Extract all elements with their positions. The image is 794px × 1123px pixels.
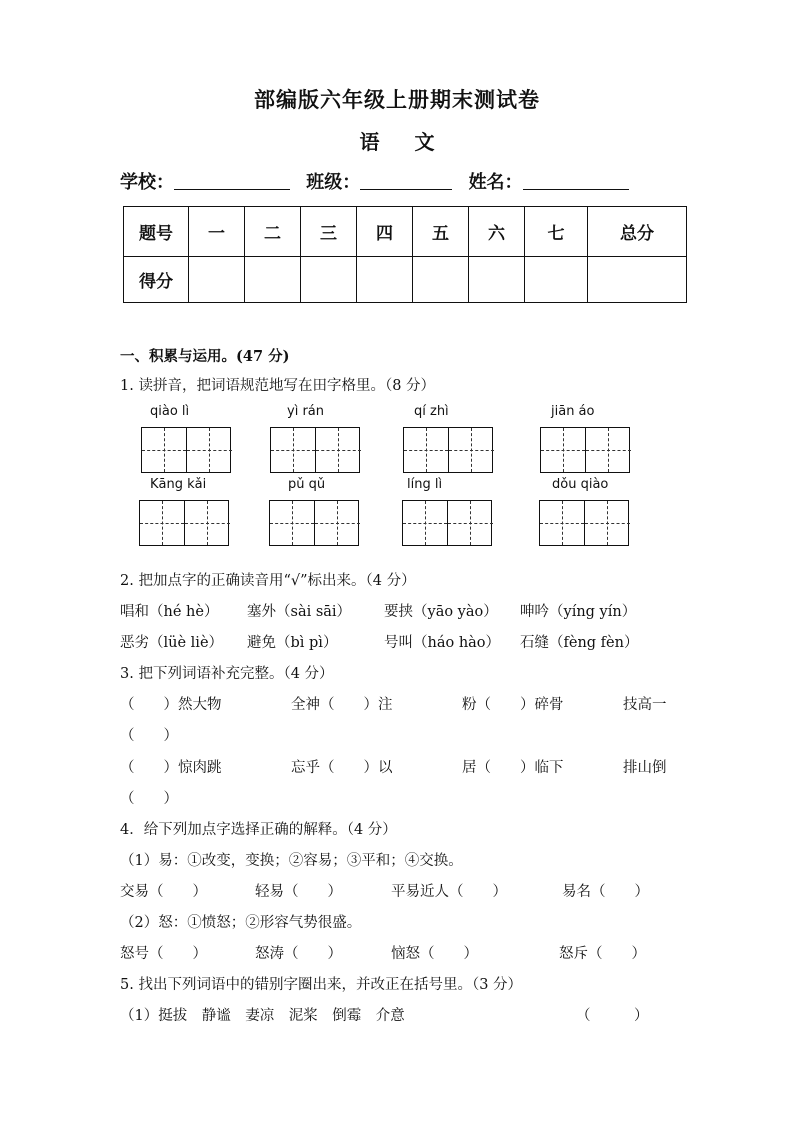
q4-definition: （1）易：①改变，变换；②容易；③平和；④交换。 [120,853,463,869]
class-blank[interactable] [360,171,452,190]
school-blank[interactable] [174,171,290,190]
tianzige-box[interactable] [403,427,493,473]
score-cell[interactable] [525,257,588,303]
table-cell: 六 [469,207,525,257]
q2-item: 呻吟（yíng yín） [520,604,637,620]
pinyin-label: qí zhì [414,404,449,419]
pinyin-label: líng lì [407,477,443,492]
table-cell: 四 [357,207,413,257]
pinyin-label: qiào lì [150,404,190,419]
table-cell: 得分 [124,257,189,303]
q5-answer-paren[interactable]: （ ） [576,1008,649,1024]
table-cell: 一 [189,207,245,257]
q3-item: 居（ ）临下 [462,760,564,776]
q5-words: （1）挺拔 静谧 妻凉 泥桨 倒霉 介意 [120,1008,405,1024]
student-info-line [120,168,629,194]
q4-item: 怒斥（ ） [559,946,646,962]
score-cell[interactable] [357,257,413,303]
tianzige-box[interactable] [540,427,630,473]
question-5: 5. 找出下列词语中的错别字圈出来，并改正在括号里。（3 分） [120,977,523,993]
q4-item: 交易（ ） [120,884,207,900]
score-table-header-row [124,207,687,257]
tianzige-box[interactable] [139,500,229,546]
pinyin-label: pǔ qǔ [288,477,326,492]
score-cell[interactable] [413,257,469,303]
table-cell: 题号 [124,207,189,257]
score-cell[interactable] [301,257,357,303]
score-cell[interactable] [469,257,525,303]
question-2: 2. 把加点字的正确读音用“√”标出来。（4 分） [120,573,416,589]
q3-item: 粉（ ）碎骨 [462,697,564,713]
page-title: 部编版六年级上册期末测试卷 [254,87,540,112]
name-label: 姓名： [468,172,523,193]
q2-item: 要挟（yāo yào） [384,604,498,620]
pinyin-label: dǒu qiào [552,477,609,492]
table-cell: 三 [301,207,357,257]
q3-item: （ ）惊肉跳 [120,760,222,776]
score-cell[interactable] [588,257,687,303]
tianzige-box[interactable] [269,500,359,546]
q4-item: 怒涛（ ） [255,946,342,962]
score-cell[interactable] [245,257,301,303]
q3-item: 全神（ ）注 [291,697,393,713]
score-cell[interactable] [189,257,245,303]
q2-item: 号叫（háo hào） [384,635,501,651]
tianzige-box[interactable] [270,427,360,473]
q2-item: 恶劣（lüè liè） [120,635,224,651]
score-table [123,206,687,303]
tianzige-box[interactable] [141,427,231,473]
question-3: 3. 把下列词语补充完整。（4 分） [120,666,334,682]
table-cell: 总分 [588,207,687,257]
q2-item: 唱和（hé hè） [120,604,219,620]
pinyin-label: jiān áo [551,404,595,419]
q3-item: （ ） [120,728,178,744]
tianzige-box[interactable] [402,500,492,546]
school-label: 学校： [120,172,174,193]
question-1: 1. 读拼音，把词语规范地写在田字格里。（8 分） [120,378,436,394]
pinyin-label: Kāng kǎi [150,477,207,492]
table-cell: 二 [245,207,301,257]
q4-item: 恼怒（ ） [391,946,478,962]
q2-item: 塞外（sài sāi） [247,604,352,620]
q2-item: 避免（bì pì） [247,635,338,651]
q4-item: 易名（ ） [562,884,649,900]
q4-definition: （2）怒：①愤怒；②形容气势很盛。 [120,915,362,931]
subject-title: 语 文 [359,130,435,154]
q3-item: （ ） [120,791,178,807]
q2-item: 石缝（fèng fèn） [520,635,639,651]
name-blank[interactable] [523,171,629,190]
table-cell: 七 [525,207,588,257]
q4-item: 怒号（ ） [120,946,207,962]
q3-item: 排山倒 [623,760,667,776]
table-cell: 五 [413,207,469,257]
section-heading: 一、积累与运用。(47 分) [120,348,290,365]
class-label: 班级： [306,172,361,193]
pinyin-label: yì rán [287,404,324,419]
question-4: 4．给下列加点字选择正确的解释。（4 分） [120,822,397,838]
q4-item: 平易近人（ ） [391,884,507,900]
q4-item: 轻易（ ） [255,884,342,900]
q3-item: 技高一 [623,697,667,713]
tianzige-box[interactable] [539,500,629,546]
q3-item: （ ）然大物 [120,697,222,713]
q3-item: 忘乎（ ）以 [291,760,393,776]
score-table-score-row [124,257,687,303]
